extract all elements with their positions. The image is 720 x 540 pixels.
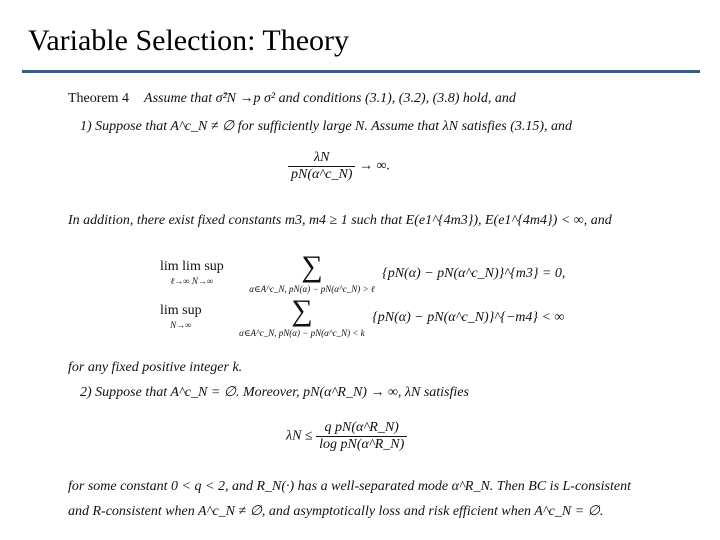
conclusion-line-1: for some constant 0 < q < 2, and R_N(·) has a well-separated mode α^R_N. Then BC is L-consistent [68,479,631,494]
eq3-body: {pN(α) − pN(α^c_N)}^{−m4} < ∞ [372,310,565,326]
theorem-heading-line [68,90,516,108]
eq3-sum-index: α∈A^c_N, pN(α) − pN(α^c_N) < k [239,328,365,338]
eq3-lim: lim sup [160,303,202,318]
eq3-lim-sub: N→∞ [170,320,192,330]
eq4-denominator: log pN(α^R_N) [319,437,405,452]
eq2-body: {pN(α) − pN(α^c_N)}^{m3} = 0, [382,266,566,282]
equation-3 [160,296,564,340]
eq3-sum-icon: ∑ [291,294,313,327]
eq4-numerator: q pN(α^R_N) [316,420,407,437]
eq4-lhs: λN ≤ [286,428,313,444]
title-underline [22,70,700,73]
equation-1 [288,150,390,183]
addition-text: In addition, there exist fixed constants m3, m4 ≥ 1 such that E(e1^{4m3}), E(e1^{4m4}) < ∞, and [68,213,612,228]
theorem-intro: Assume that σ̂²N →p σ² and conditions (3.1), (3.2), (3.8) hold, and [144,91,516,106]
eq1-denominator: pN(α^c_N) [291,167,353,182]
conclusion-line-2: and R-consistent when A^c_N ≠ ∅, and asymptotically loss and risk efficient when A^c_N = ∅. [68,504,604,519]
eq2-lim: lim lim sup [160,259,224,274]
equation-4 [286,420,407,453]
eq1-rhs: → ∞. [358,158,390,174]
theorem-label: Theorem 4 [68,91,130,106]
for-any-text: for any fixed positive integer k. [68,360,243,375]
eq2-sum-index: α∈A^c_N, pN(α) − pN(α^c_N) > ℓ [249,284,375,294]
equation-2 [160,252,565,296]
slide-title: Variable Selection: Theory [28,24,350,57]
case2-text: 2) Suppose that A^c_N = ∅. Moreover, pN(α^R_N) → ∞, λN satisfies [80,385,469,400]
eq1-numerator: λN [288,150,355,167]
eq2-sum-icon: ∑ [301,250,323,283]
case1-text: 1) Suppose that A^c_N ≠ ∅ for sufficiently large N. Assume that λN satisfies (3.15), and [80,119,573,134]
eq2-lim-sub: ℓ→∞ N→∞ [170,276,214,286]
